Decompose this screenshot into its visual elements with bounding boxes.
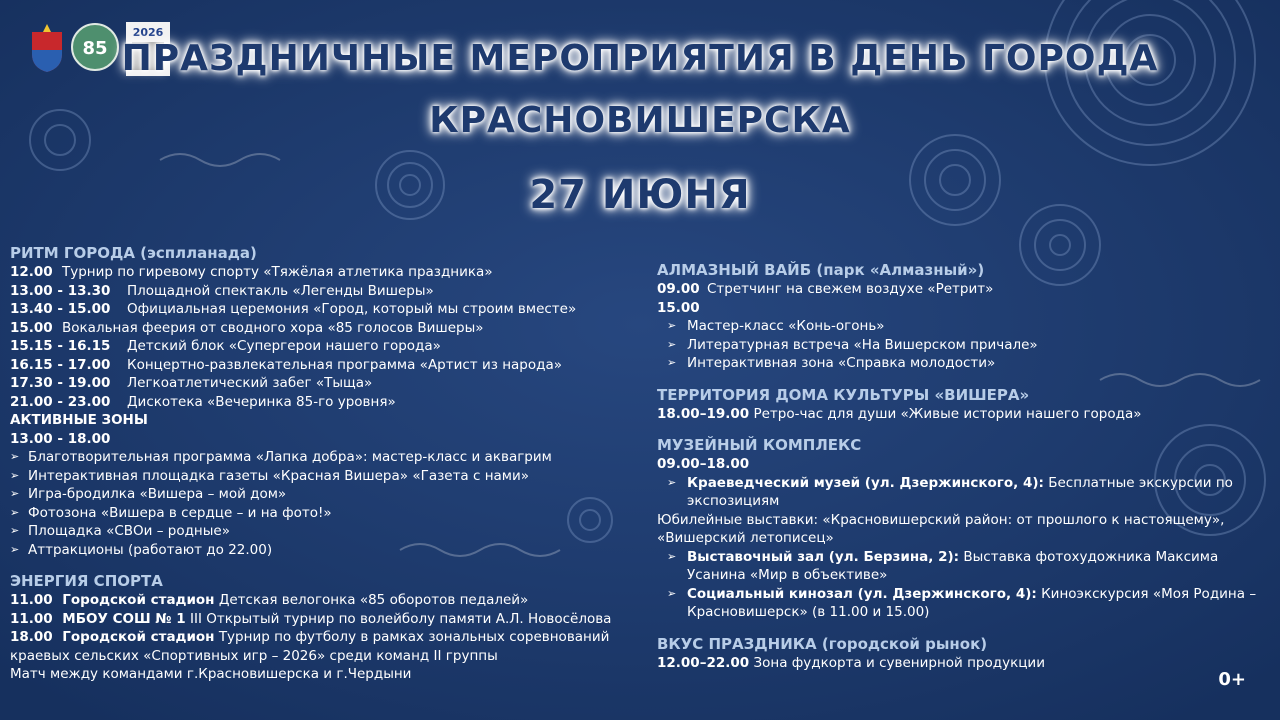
title-date: 27 ИЮНЯ: [529, 172, 751, 218]
logo-2026-text: 2026: [132, 26, 164, 39]
list-item: ➢ Интерактивная площадка газеты «Красная Вишера» «Газета с нами»: [10, 467, 650, 486]
list-item: 18.00 Городской стадион Турнир по футболу в рамках зональных соревнований: [10, 629, 610, 645]
museum-time: 09.00–18.00: [657, 456, 750, 472]
rhythm-heading: РИТМ ГОРОДА (эсплланада): [10, 244, 257, 262]
active-time: 13.00 - 18.00: [10, 430, 111, 447]
list-item: ➢ Интерактивная зона «Справка молодости»: [657, 354, 1272, 373]
title-line-2: КРАСНОВИШЕРСКА: [429, 100, 851, 141]
list-item: ➢ Литературная встреча «На Вишерском причале»: [657, 336, 1272, 355]
list-item: 15.15 - 16.15 Детский блок «Супергерои нашего города»: [10, 338, 441, 354]
museum-exhibitions-2: «Вишерский летописец»: [657, 530, 834, 546]
list-item: ➢ Игра-бродилка «Вишера – мой дом»: [10, 485, 650, 504]
list-item: ➢ Краеведческий музей (ул. Дзержинского, 4): Бесплатные экскурсии по экспозициям: [657, 474, 1272, 511]
list-item: 15.00 Вокальная феерия от сводного хора «85 голосов Вишеры»: [10, 319, 484, 336]
taste-heading: ВКУС ПРАЗДНИКА (городской рынок): [657, 634, 988, 653]
sport-heading: ЭНЕРГИЯ СПОРТА: [10, 572, 163, 590]
list-item: 18.00–19.00 Ретро-час для души «Живые истории нашего города»: [657, 405, 1142, 422]
diamond-second-time: 15.00: [657, 299, 700, 316]
list-item: 12.00 Турнир по гиревому спорту «Тяжёлая атлетика праздника»: [10, 264, 493, 280]
list-item: 13.40 - 15.00 Официальная церемония «Город, который мы строим вместе»: [10, 301, 577, 317]
list-item: 11.00 Городской стадион Детская велогонка «85 оборотов педалей»: [10, 592, 529, 608]
age-rating-badge: 0+: [1218, 669, 1246, 690]
list-item: 17.30 - 19.00 Легкоатлетический забег «Тыща»: [10, 375, 373, 391]
list-item: ➢ Выставочный зал (ул. Берзина, 2): Выставка фотохудожника Максима Усанина «Мир в объективе»: [657, 548, 1272, 585]
museum-exhibitions: Юбилейные выставки: «Красновишерский район: от прошлого к настоящему»,: [657, 511, 1225, 528]
list-item: 21.00 - 23.00 Дискотека «Вечеринка 85-го уровня»: [10, 393, 396, 410]
left-column: [10, 243, 650, 684]
active-heading: АКТИВНЫЕ ЗОНЫ: [10, 412, 148, 428]
list-item: 09.00 Стретчинг на свежем воздухе «Ретрит»: [657, 281, 994, 297]
list-item: ➢ Площадка «СВОи – родные»: [10, 522, 650, 541]
list-item: ➢ Социальный кинозал (ул. Дзержинского, 4): Киноэкскурсия «Моя Родина – Красновишерск» (в 11.00 и 15.00): [657, 585, 1272, 622]
right-column: [657, 260, 1272, 672]
list-item: ➢ Мастер-класс «Конь-огонь»: [657, 317, 1272, 336]
list-item: 12.00–22.00 Зона фудкорта и сувенирной продукции: [657, 654, 1045, 671]
museum-heading: МУЗЕЙНЫЙ КОМПЛЕКС: [657, 436, 862, 454]
culture-heading: ТЕРРИТОРИЯ ДОМА КУЛЬТУРЫ «ВИШЕРА»: [657, 385, 1030, 404]
list-item: ➢ Фотозона «Вишера в сердце – и на фото!»: [10, 504, 650, 523]
logo-85-text: 85: [82, 38, 108, 59]
diamond-heading: АЛМАЗНЫЙ ВАЙБ (парк «Алмазный»): [657, 261, 985, 279]
sport-continuation: краевых сельских «Спортивных игр – 2026» среди команд II группы: [10, 647, 498, 664]
list-item: 13.00 - 13.30 Площадной спектакль «Легенды Вишеры»: [10, 282, 434, 299]
list-item: 16.15 - 17.00 Концертно-развлекательная программа «Артист из народа»: [10, 356, 562, 373]
sport-match: Матч между командами г.Красновишерска и г.Чердыни: [10, 666, 412, 682]
title-line-1: ПРАЗДНИЧНЫЕ МЕРОПРИЯТИЯ В ДЕНЬ ГОРОДА: [121, 38, 1159, 79]
list-item: ➢ Благотворительная программа «Лапка добра»: мастер-класс и аквагрим: [10, 448, 650, 467]
list-item: ➢ Аттракционы (работают до 22.00): [10, 541, 650, 560]
list-item: 11.00 МБОУ СОШ № 1 III Открытый турнир по волейболу памяти А.Л. Новосёлова: [10, 610, 612, 627]
